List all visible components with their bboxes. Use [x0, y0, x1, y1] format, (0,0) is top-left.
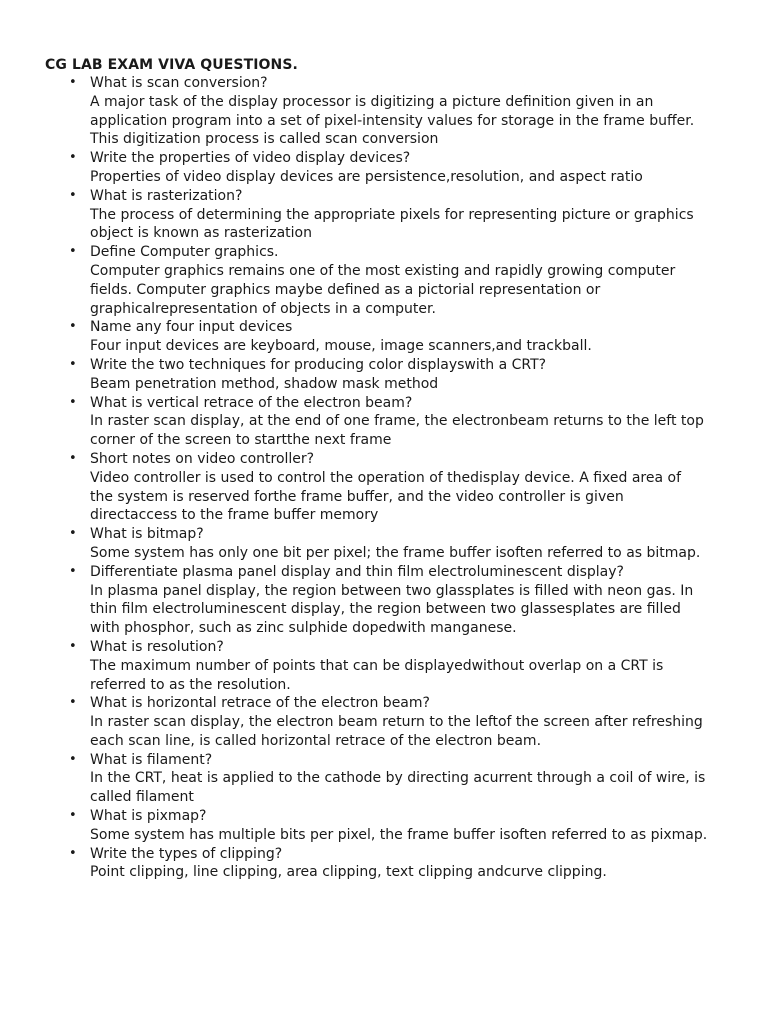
- bullet-icon: •: [69, 187, 77, 203]
- document-title: CG LAB EXAM VIVA QUESTIONS.: [45, 57, 298, 73]
- list-item: [0, 563, 768, 638]
- question-text: Write the properties of video display devices?: [90, 150, 411, 167]
- answer-text: Video controller is used to control the operation of thedisplay device. A fixed area of the system is reserved forthe frame buffer, and the video controller is given directaccess to the frame buffer memory: [90, 469, 682, 524]
- bullet-icon: •: [69, 75, 77, 90]
- question-text: What is pixmap?: [90, 808, 207, 825]
- bullet-icon: •: [69, 808, 77, 824]
- question-text: What is rasterization?: [90, 187, 243, 204]
- bullet-icon: •: [69, 563, 77, 579]
- answer-text: In plasma panel display, the region between two glassplates is filled with neon gas. In thin film electroluminescent display, the region between two glassesplates are filled with phosphor, such as zinc sulphide dopedwith manganese.: [90, 582, 694, 637]
- bullet-icon: •: [69, 394, 77, 410]
- bullet-icon: •: [69, 319, 77, 335]
- list-item: [0, 318, 768, 356]
- bullet-icon: •: [69, 150, 77, 166]
- list-item: [0, 525, 768, 563]
- bullet-icon: •: [69, 244, 77, 260]
- answer-text: Point clipping, line clipping, area clipping, text clipping andcurve clipping.: [90, 864, 607, 881]
- list-item: [0, 845, 768, 883]
- answer-text: Four input devices are keyboard, mouse, image scanners,and trackball.: [90, 338, 592, 355]
- list-item: [0, 356, 768, 394]
- bullet-icon: •: [69, 751, 77, 767]
- answer-text: The maximum number of points that can be displayedwithout overlap on a CRT is referred to as the resolution.: [90, 657, 664, 693]
- answer-text: Some system has only one bit per pixel; the frame buffer isoften referred to as bitmap.: [90, 544, 701, 561]
- bullet-icon: •: [69, 356, 77, 372]
- question-text: Write the two techniques for producing color displayswith a CRT?: [90, 356, 547, 373]
- question-text: Name any four input devices: [90, 319, 293, 336]
- list-item: [0, 638, 768, 694]
- answer-text: A major task of the display processor is digitizing a picture definition given in an application program into a set of pixel-intensity values for storage in the frame buffer. This digitization process is called scan conversion: [90, 93, 695, 148]
- bullet-icon: •: [69, 450, 77, 466]
- bullet-icon: •: [69, 638, 77, 654]
- question-text: Differentiate plasma panel display and thin film electroluminescent display?: [90, 563, 624, 580]
- question-text: What is horizontal retrace of the electron beam?: [90, 695, 430, 712]
- answer-text: Computer graphics remains one of the most existing and rapidly growing computer fields. Computer graphics maybe defined as a pictorial representation or graphicalrepresentation of objects in a computer.: [90, 262, 676, 317]
- bullet-icon: •: [69, 845, 77, 861]
- question-text: What is filament?: [90, 751, 213, 768]
- list-item: [0, 450, 768, 525]
- question-text: What is scan conversion?: [90, 75, 268, 91]
- answer-text: In raster scan display, the electron beam return to the leftof the screen after refreshing each scan line, is called horizontal retrace of the electron beam.: [90, 714, 703, 749]
- bullet-icon: •: [69, 695, 77, 711]
- answer-text: Properties of video display devices are persistence,resolution, and aspect ratio: [90, 168, 643, 185]
- list-item: [0, 243, 768, 318]
- qa-list: [0, 74, 768, 882]
- list-item: [0, 807, 768, 845]
- list-item: [0, 394, 768, 450]
- list-item: [0, 74, 768, 149]
- list-item: [0, 694, 768, 750]
- question-text: What is bitmap?: [90, 526, 204, 543]
- question-text: Short notes on video controller?: [90, 450, 315, 467]
- answer-text: The process of determining the appropriate pixels for representing picture or graphics object is known as rasterization: [90, 206, 694, 242]
- bullet-icon: •: [69, 526, 77, 542]
- question-text: What is resolution?: [90, 638, 224, 655]
- list-item: [0, 149, 768, 187]
- answer-text: In raster scan display, at the end of one frame, the electronbeam returns to the left top corner of the screen to startthe next frame: [90, 413, 704, 449]
- list-item: [0, 187, 768, 243]
- question-text: What is vertical retrace of the electron beam?: [90, 394, 413, 411]
- question-text: Define Computer graphics.: [90, 244, 279, 261]
- answer-text: In the CRT, heat is applied to the cathode by directing acurrent through a coil of wire, is called filament: [90, 770, 706, 806]
- answer-text: Beam penetration method, shadow mask method: [90, 375, 439, 392]
- question-text: Write the types of clipping?: [90, 845, 283, 862]
- list-item: [0, 751, 768, 807]
- answer-text: Some system has multiple bits per pixel, the frame buffer isoften referred to as pixmap.: [90, 826, 708, 843]
